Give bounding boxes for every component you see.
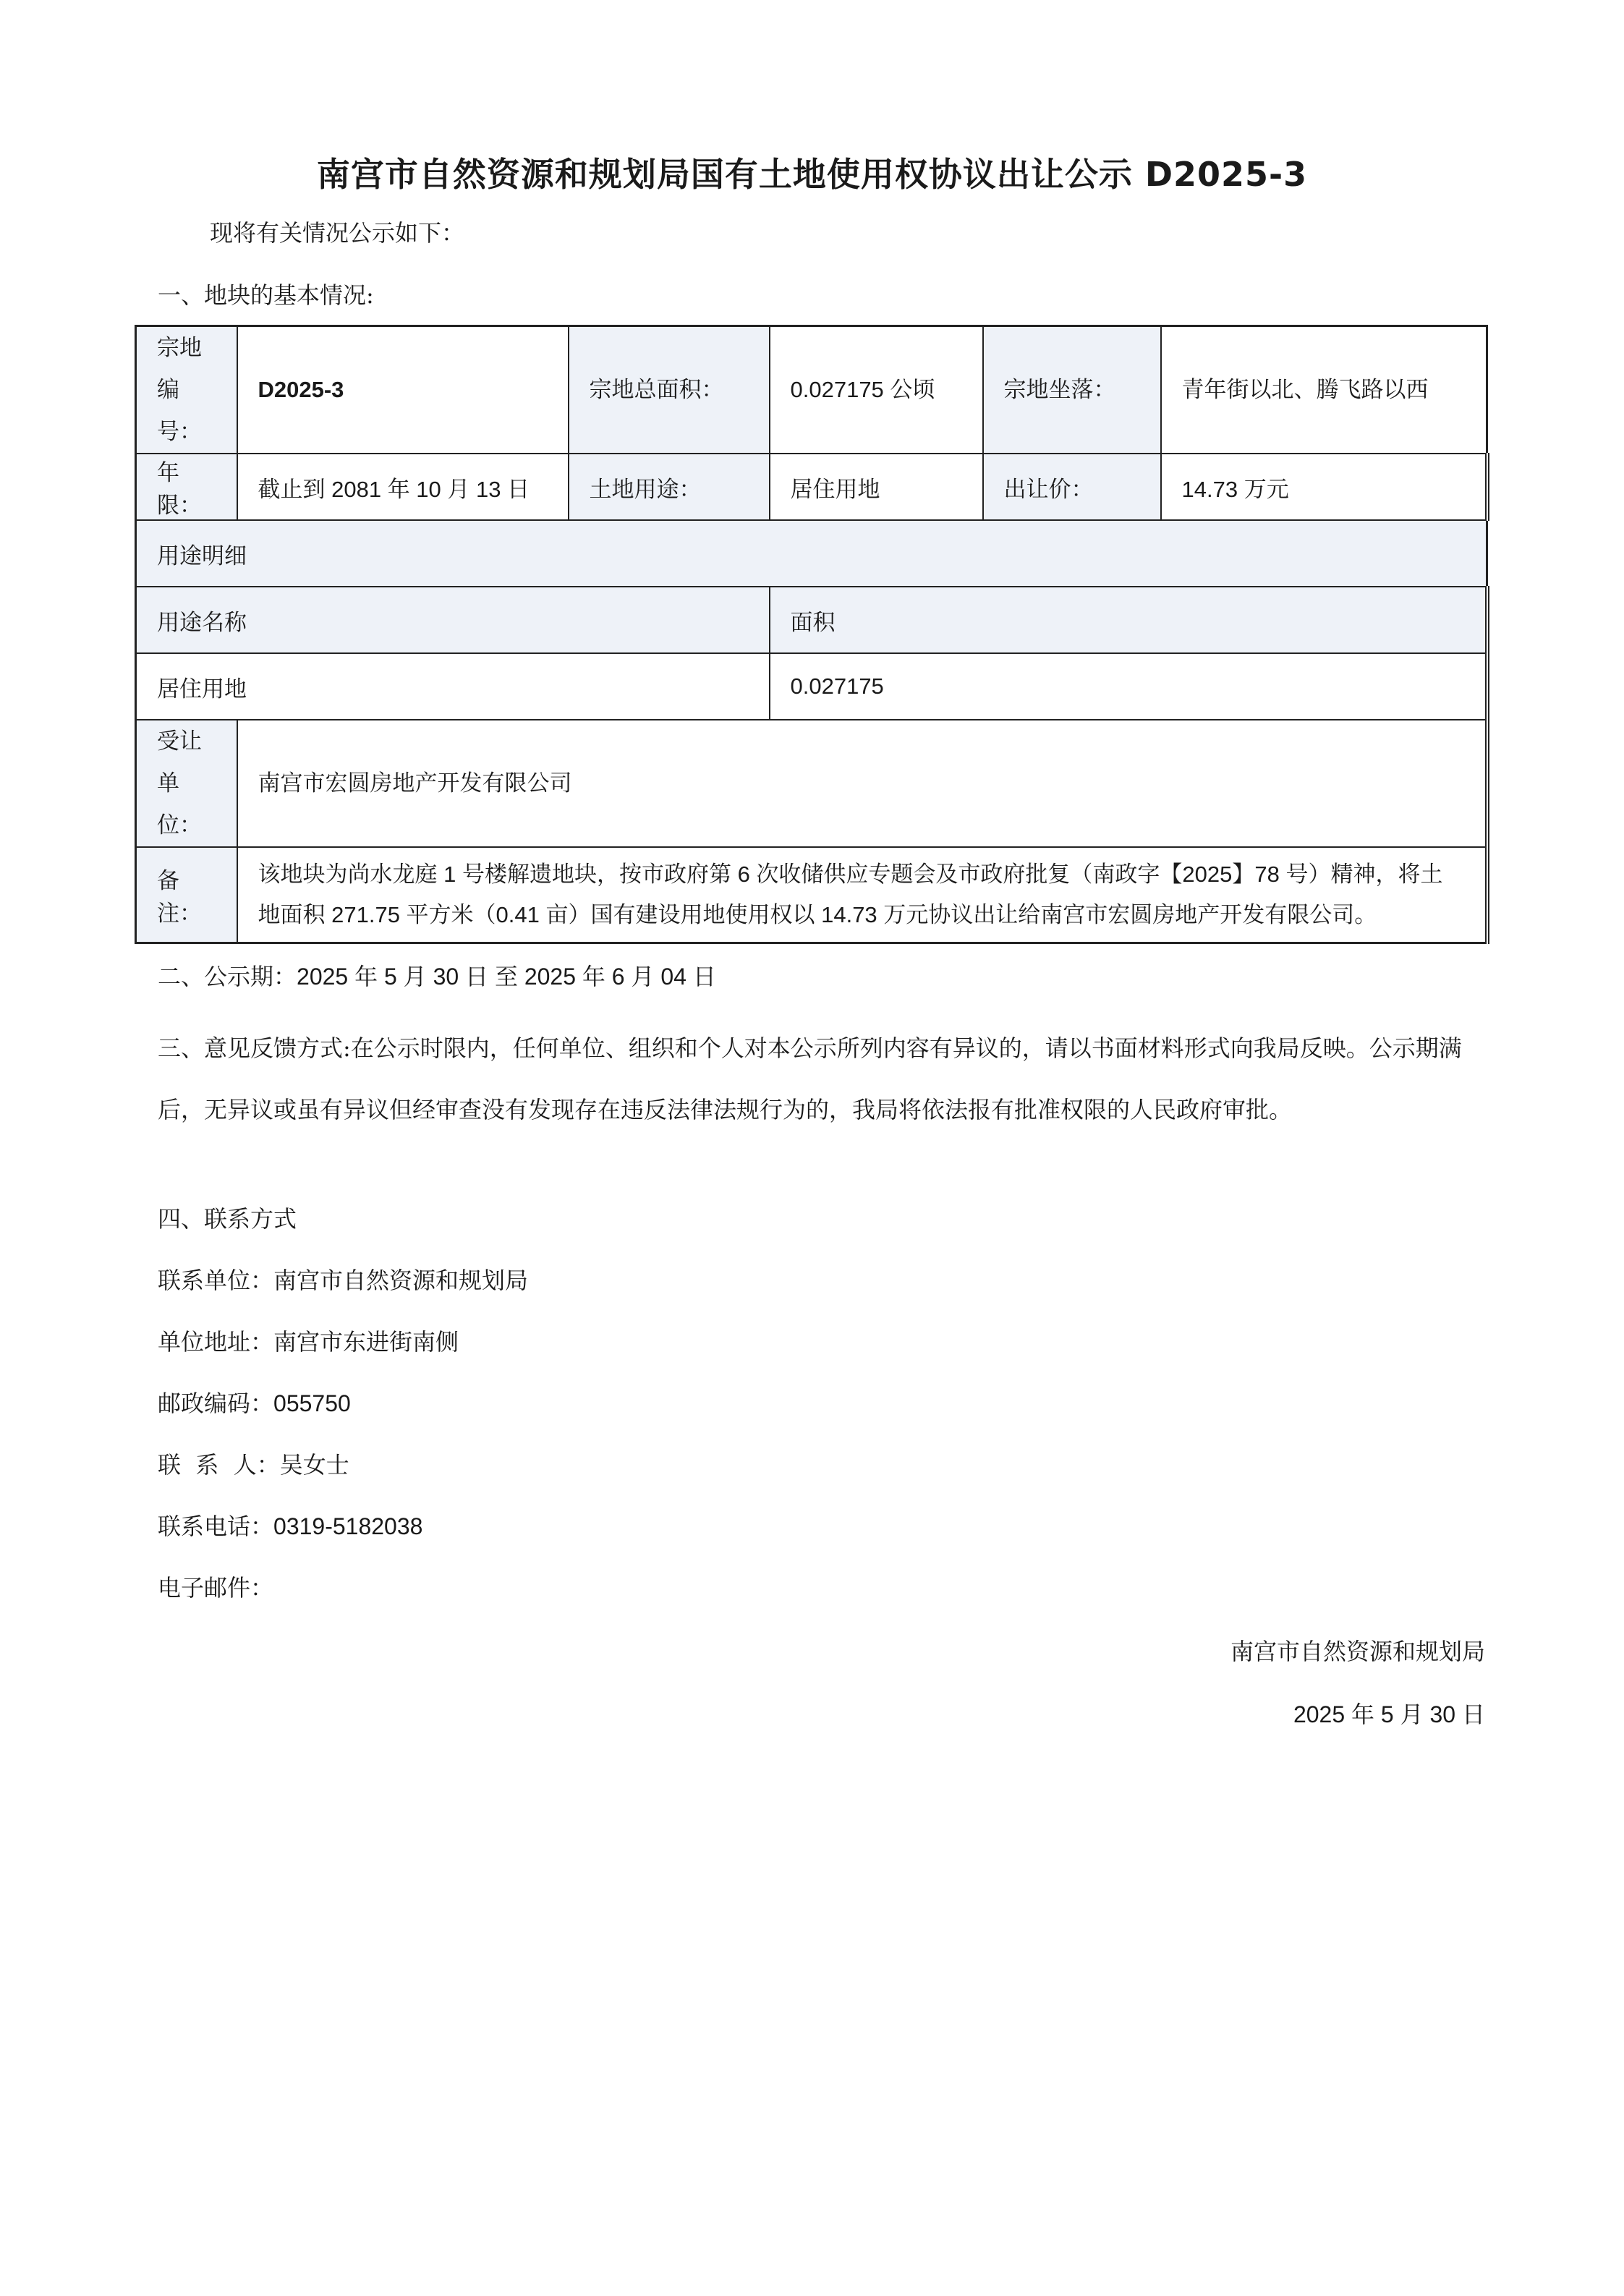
contact-person: [158, 1450, 349, 1479]
contact-unit-label: 联系单位：: [158, 1267, 274, 1294]
table-row: [136, 326, 1487, 454]
parcel-no-label: 宗地编号：: [136, 326, 237, 454]
section4-heading: 四、联系方式: [158, 1205, 297, 1233]
table-row: [136, 720, 1487, 847]
section1-heading: 一、地块的基本情况:: [158, 281, 374, 309]
use-name-value: 居住用地: [136, 653, 770, 720]
contact-email-label: 电子邮件：: [158, 1574, 274, 1602]
contact-postcode-value: 055750: [273, 1390, 351, 1416]
land-info-table: [135, 325, 1489, 944]
use-area-header: 面积: [770, 587, 1487, 653]
use-detail-label: 用途明细: [136, 520, 1487, 587]
price-label: 出让价：: [983, 454, 1161, 520]
use-label: 土地用途：: [569, 454, 770, 520]
remark-company: 南宫市宏圆房地产开发有限公司: [1040, 901, 1355, 927]
area-value: 0.027175 公顷: [770, 326, 983, 454]
signature-date: [1293, 1700, 1485, 1729]
contact-phone: [158, 1512, 422, 1541]
remark-label: 备注：: [136, 847, 237, 943]
remark-end: 。: [1354, 901, 1377, 927]
table-row: [136, 587, 1487, 653]
term-label: 年限：: [136, 454, 237, 520]
table-row: [136, 454, 1487, 520]
price-value: 14.73 万元: [1161, 454, 1487, 520]
contact-address: [158, 1327, 459, 1356]
contact-postcode-label: 邮政编码：: [158, 1390, 274, 1417]
section2-prefix: 二、公示期：: [158, 963, 297, 990]
table-row: [136, 847, 1487, 943]
area-label: 宗地总面积：: [569, 326, 770, 454]
contact-phone-value: 0319-5182038: [273, 1513, 423, 1539]
contact-phone-label: 联系电话：: [158, 1513, 274, 1540]
assignee-label: 受让单位：: [136, 720, 237, 847]
table-row: [136, 653, 1487, 720]
contact-address-value: 南宫市东进街南侧: [273, 1328, 459, 1356]
use-name-header: 用途名称: [136, 587, 770, 653]
remark-value: [237, 847, 1487, 943]
page-title: 南宫市自然资源和规划局国有土地使用权协议出让公示 D2025-3: [316, 155, 1308, 194]
parcel-no-value: D2025-3: [237, 326, 569, 454]
section2-publicity-period: [158, 962, 716, 991]
contact-unit: [158, 1266, 528, 1295]
location-value: 青年街以北、腾飞路以西: [1161, 326, 1487, 454]
section2-period: 2025 年 5 月 30 日 至 2025 年 6 月 04 日: [297, 964, 716, 990]
signature-org: 南宫市自然资源和规划局: [1230, 1638, 1485, 1665]
contact-unit-value: 南宫市自然资源和规划局: [273, 1267, 529, 1294]
section3-feedback: 三、意见反馈方式:在公示时限内，任何单位、组织和个人对本公示所列内容有异议的，请以书面材料形式向我局反映。公示期满后，无异议或虽有异议但经审查没有发现存在违反法律法规行为的，我局将依法报有批准权限的人民政府审批。: [158, 1034, 1462, 1123]
intro-text: 现将有关情况公示如下：: [210, 219, 465, 247]
signature-date-text: 2025 年 5 月 30 日: [1293, 1701, 1485, 1727]
contact-postcode: [158, 1389, 351, 1418]
term-value: 截止到 2081 年 10 月 13 日: [237, 454, 569, 520]
table-row: [136, 520, 1487, 587]
contact-email: [158, 1573, 273, 1602]
location-label: 宗地坐落：: [983, 326, 1161, 454]
use-value: 居住用地: [770, 454, 983, 520]
assignee-value: 南宫市宏圆房地产开发有限公司: [237, 720, 1487, 847]
remark-text: 该地块为尚水龙庭 1 号楼解遗地块，按市政府第 6 次收储供应专题会及市政府批复（南政字【2025】78 号）精神，将土地面积 271.75 平方米（0.41 亩）国有建设用地使用权以 14.73 万元协议出让给: [258, 861, 1443, 927]
contact-person-label: 联 系 人：: [158, 1451, 280, 1479]
use-area-value: 0.027175: [770, 653, 1487, 720]
contact-person-value: 吴女士: [279, 1451, 349, 1479]
contact-address-label: 单位地址：: [158, 1328, 274, 1356]
